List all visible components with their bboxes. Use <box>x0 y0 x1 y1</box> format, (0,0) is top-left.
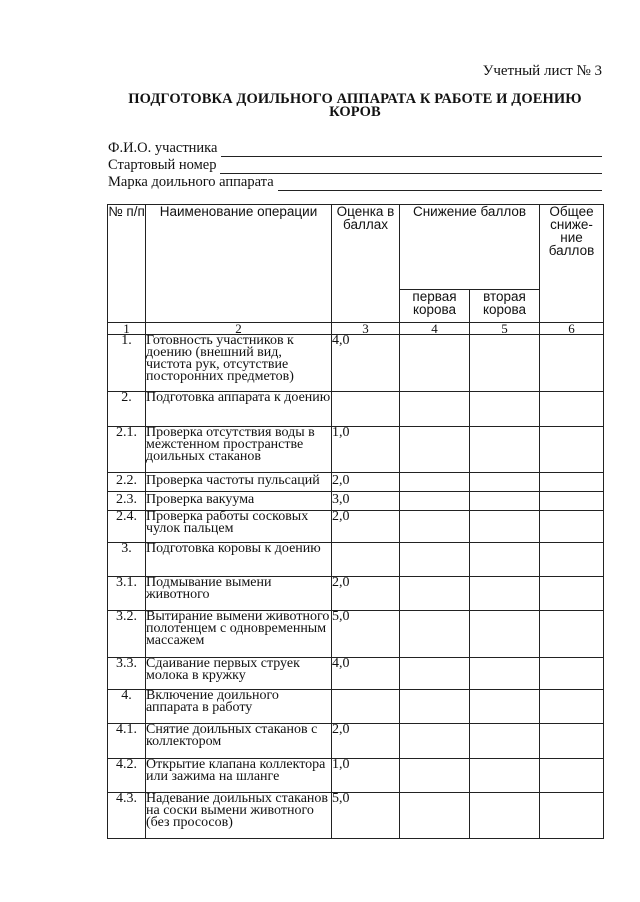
row-score: 4,0 <box>332 658 400 690</box>
row-total-cell[interactable] <box>540 658 604 690</box>
machine-brand-field[interactable] <box>108 174 602 191</box>
row-operation: Вытирание вымени животного полотенцем с одновременным массажем <box>146 611 332 658</box>
row-operation: Проверка отсутствия воды в межстенном пространстве доильных стаканов <box>146 427 332 473</box>
row-score: 4,0 <box>332 335 400 392</box>
row-cow2-cell[interactable] <box>470 611 540 658</box>
row-num: 4.3. <box>108 793 146 839</box>
row-total-cell[interactable] <box>540 473 604 492</box>
header-total: Общее сниже-ние баллов <box>540 205 604 323</box>
table-row <box>108 793 604 839</box>
row-cow1-cell[interactable] <box>400 492 470 511</box>
row-score: 1,0 <box>332 759 400 793</box>
row-score: 2,0 <box>332 724 400 759</box>
header-cow2: вторая корова <box>470 290 540 323</box>
row-total-cell[interactable] <box>540 492 604 511</box>
row-total-cell[interactable] <box>540 577 604 611</box>
row-cow2-cell[interactable] <box>470 759 540 793</box>
row-total-cell[interactable] <box>540 427 604 473</box>
start-number-line[interactable] <box>220 160 602 174</box>
row-score: 2,0 <box>332 511 400 543</box>
header-score: Оценка в баллах <box>332 205 400 323</box>
row-operation: Проверка вакуума <box>146 492 332 511</box>
table-row <box>108 577 604 611</box>
header-reduction: Снижение баллов <box>400 205 540 290</box>
row-cow1-cell[interactable] <box>400 690 470 724</box>
row-cow2-cell[interactable] <box>470 658 540 690</box>
sheet-number: Учетный лист № 3 <box>482 63 602 79</box>
row-cow2-cell[interactable] <box>470 577 540 611</box>
table-row <box>108 759 604 793</box>
row-num: 3.2. <box>108 611 146 658</box>
row-total-cell[interactable] <box>540 392 604 427</box>
table-row <box>108 392 604 427</box>
row-cow2-cell[interactable] <box>470 793 540 839</box>
row-total-cell[interactable] <box>540 611 604 658</box>
participant-field[interactable] <box>108 140 602 157</box>
row-operation: Надевание доильных стаканов на соски вымени животного (без прососов) <box>146 793 332 839</box>
row-cow2-cell[interactable] <box>470 473 540 492</box>
row-total-cell[interactable] <box>540 335 604 392</box>
row-cow1-cell[interactable] <box>400 611 470 658</box>
row-num: 2. <box>108 392 146 427</box>
row-cow2-cell[interactable] <box>470 335 540 392</box>
row-score: 5,0 <box>332 611 400 658</box>
column-number: 5 <box>470 323 540 335</box>
row-total-cell[interactable] <box>540 511 604 543</box>
row-operation: Снятие доильных стаканов с коллектором <box>146 724 332 759</box>
column-number: 2 <box>146 323 332 335</box>
column-number: 1 <box>108 323 146 335</box>
row-total-cell[interactable] <box>540 759 604 793</box>
row-operation: Подмывание вымени животного <box>146 577 332 611</box>
row-cow1-cell[interactable] <box>400 658 470 690</box>
row-num: 4.1. <box>108 724 146 759</box>
row-score: 1,0 <box>332 427 400 473</box>
operations-table <box>107 204 604 839</box>
row-operation: Сдаивание первых струек молока в кружку <box>146 658 332 690</box>
row-num: 2.4. <box>108 511 146 543</box>
table-row <box>108 492 604 511</box>
table-row <box>108 543 604 577</box>
row-cow1-cell[interactable] <box>400 511 470 543</box>
table-row <box>108 473 604 492</box>
row-operation: Подготовка аппарата к доению <box>146 392 332 427</box>
row-num: 3.3. <box>108 658 146 690</box>
participant-label: Ф.И.О. участника <box>108 140 218 156</box>
row-operation: Включение доильного аппарата в работу <box>146 690 332 724</box>
row-cow1-cell[interactable] <box>400 759 470 793</box>
table-row <box>108 724 604 759</box>
row-cow2-cell[interactable] <box>470 724 540 759</box>
row-operation: Подготовка коровы к доению <box>146 543 332 577</box>
row-score <box>332 543 400 577</box>
row-num: 4. <box>108 690 146 724</box>
document-title: ПОДГОТОВКА ДОИЛЬНОГО АППАРАТА К РАБОТЕ И ДОЕНИЮ КОРОВ <box>128 91 582 120</box>
row-num: 2.2. <box>108 473 146 492</box>
start-number-field[interactable] <box>108 157 602 174</box>
row-cow1-cell[interactable] <box>400 392 470 427</box>
table-row <box>108 335 604 392</box>
participant-line[interactable] <box>221 143 602 157</box>
row-num: 2.3. <box>108 492 146 511</box>
table-row <box>108 511 604 543</box>
row-score <box>332 690 400 724</box>
row-cow1-cell[interactable] <box>400 577 470 611</box>
row-num: 2.1. <box>108 427 146 473</box>
row-num: 4.2. <box>108 759 146 793</box>
row-total-cell[interactable] <box>540 543 604 577</box>
row-operation: Открытие клапана коллектора или зажима на шланге <box>146 759 332 793</box>
row-cow2-cell[interactable] <box>470 492 540 511</box>
row-cow1-cell[interactable] <box>400 473 470 492</box>
header-cow1: первая корова <box>400 290 470 323</box>
row-operation: Проверка частоты пульсаций <box>146 473 332 492</box>
row-score: 2,0 <box>332 577 400 611</box>
row-cow2-cell[interactable] <box>470 427 540 473</box>
machine-brand-line[interactable] <box>278 177 602 191</box>
column-number: 6 <box>540 323 604 335</box>
row-operation: Проверка работы сосковых чулок пальцем <box>146 511 332 543</box>
row-score: 2,0 <box>332 473 400 492</box>
machine-brand-label: Марка доильного аппарата <box>108 174 274 190</box>
header-operation: Наименование операции <box>146 205 332 323</box>
row-cow1-cell[interactable] <box>400 335 470 392</box>
row-score: 3,0 <box>332 492 400 511</box>
start-number-label: Стартовый номер <box>108 157 217 173</box>
row-score <box>332 392 400 427</box>
table-row <box>108 427 604 473</box>
row-num: 1. <box>108 335 146 392</box>
row-cow2-cell[interactable] <box>470 690 540 724</box>
row-cow1-cell[interactable] <box>400 427 470 473</box>
row-score: 5,0 <box>332 793 400 839</box>
row-cow2-cell[interactable] <box>470 392 540 427</box>
row-total-cell[interactable] <box>540 793 604 839</box>
row-cow1-cell[interactable] <box>400 543 470 577</box>
row-cow1-cell[interactable] <box>400 793 470 839</box>
table-row <box>108 658 604 690</box>
row-num: 3.1. <box>108 577 146 611</box>
column-number: 4 <box>400 323 470 335</box>
row-total-cell[interactable] <box>540 690 604 724</box>
row-operation: Готовность участников к доению (внешний вид, чистота рук, отсутствие посторонних предметов) <box>146 335 332 392</box>
row-cow1-cell[interactable] <box>400 724 470 759</box>
row-total-cell[interactable] <box>540 724 604 759</box>
table-row <box>108 611 604 658</box>
header-num: № п/п <box>108 205 146 323</box>
table-row <box>108 690 604 724</box>
row-cow2-cell[interactable] <box>470 543 540 577</box>
row-num: 3. <box>108 543 146 577</box>
column-number: 3 <box>332 323 400 335</box>
row-cow2-cell[interactable] <box>470 511 540 543</box>
